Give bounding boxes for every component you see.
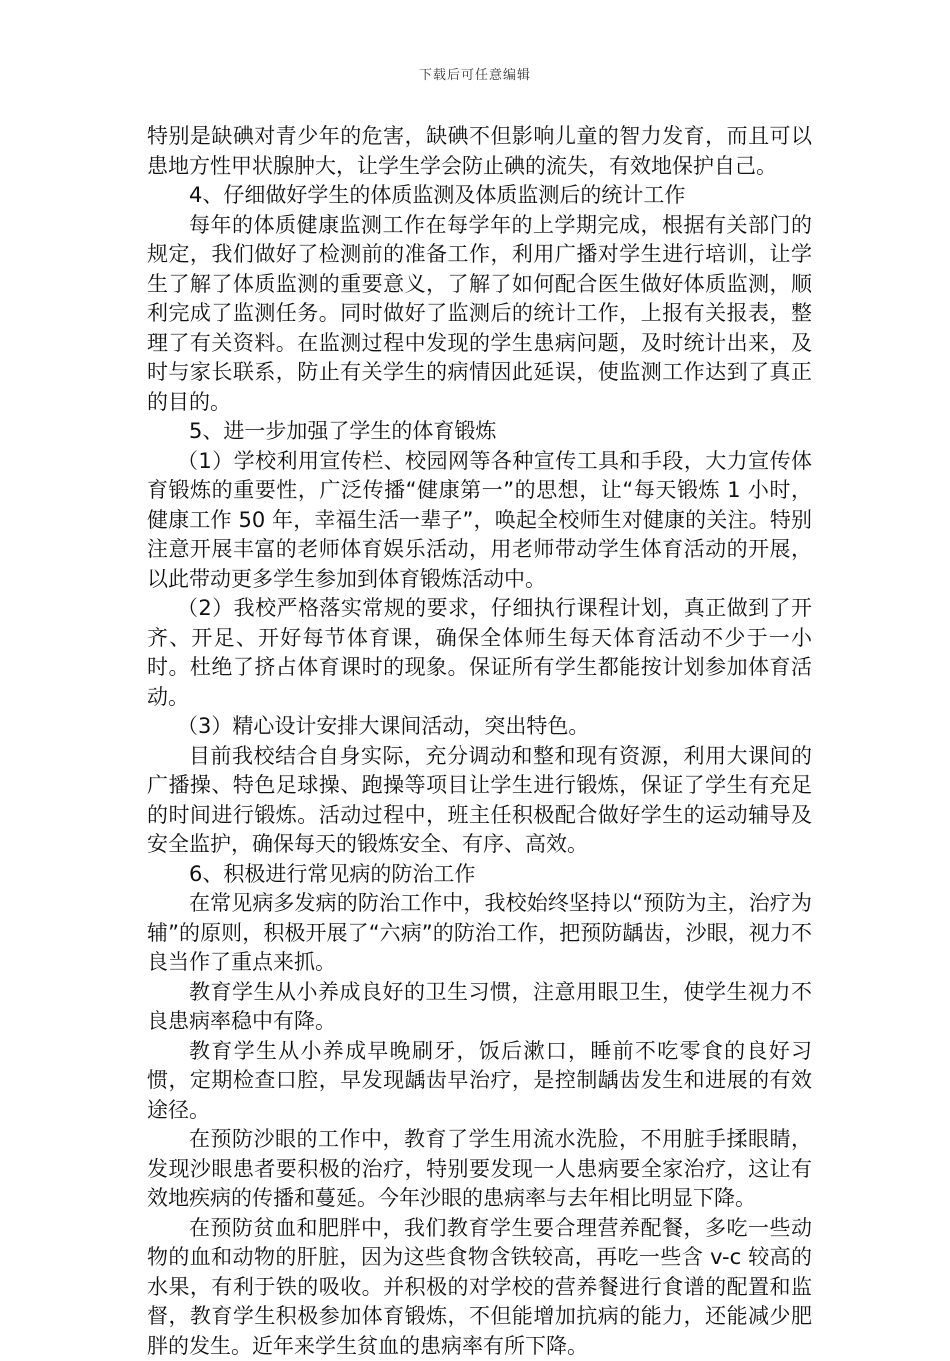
section-heading-5: 5、进一步加强了学生的体育锻炼	[147, 417, 812, 447]
paragraph-item-3: （3）精心设计安排大课间活动，突出特色。	[147, 712, 812, 742]
paragraph-item-2: （2）我校严格落实常规的要求，仔细执行课程计划，真正做到了开齐、开足、开好每节体育课，确保全体师生每天体育活动不少于一小时。杜绝了挤占体育课时的现象。保证所有学生都能按计划参加体育活动。	[147, 594, 812, 712]
paragraph-trachoma: 在预防沙眼的工作中，教育了学生用流水洗脸，不用脏手揉眼睛，发现沙眼患者要积极的治疗，特别要发现一人患病要全家治疗，这让有效地疾病的传播和蔓延。今年沙眼的患病率与去年相比明显下降。	[147, 1125, 812, 1214]
paragraph-physical-monitoring: 每年的体质健康监测工作在每学年的上学期完成，根据有关部门的规定，我们做好了检测前的准备工作，利用广播对学生进行培训，让学生了解了体质监测的重要意义，了解了如何配合医生做好体质监测，顺利完成了监测任务。同时做好了监测后的统计工作，上报有关报表，整理了有关资料。在监测过程中发现的学生患病问题，及时统计出来，及时与家长联系，防止有关学生的病情因此延误，使监测工作达到了真正的目的。	[147, 211, 812, 418]
paragraph-item-1: （1）学校利用宣传栏、校园网等各种宣传工具和手段，大力宣传体育锻炼的重要性，广泛传播“健康第一”的思想，让“每天锻炼 1 小时，健康工作 50 年，幸福生活一辈子”，唤起全校师生对健康的关注。特别注意开展丰富的老师体育娱乐活动，用老师带动学生体育活动的开展，以此带动更多学生参加到体育锻炼活动中。	[147, 447, 812, 595]
paragraph-anemia-obesity: 在预防贫血和肥胖中，我们教育学生要合理营养配餐，多吃一些动物的血和动物的肝脏，因为这些食物含铁较高，再吃一些含 v-c 较高的水果，有利于铁的吸收。并积极的对学校的营养餐进行食谱的配置和监督，教育学生积极参加体育锻炼，不但能增加抗病的能力，还能减少肥胖的发生。近年来学生贫血的患病率有所下降。	[147, 1214, 812, 1361]
paragraph-eye-hygiene: 教育学生从小养成良好的卫生习惯，注意用眼卫生，使学生视力不良患病率稳中有降。	[147, 978, 812, 1037]
document-body	[147, 122, 812, 1361]
paragraph-iodine-continued: 特别是缺碘对青少年的危害，缺碘不但影响儿童的智力发育，而且可以患地方性甲状腺肿大，让学生学会防止碘的流失，有效地保护自己。	[147, 122, 812, 181]
paragraph-common-diseases: 在常见病多发病的防治工作中，我校始终坚持以“预防为主，治疗为辅”的原则，积极开展了“六病”的防治工作，把预防龋齿，沙眼，视力不良当作了重点来抓。	[147, 889, 812, 978]
section-heading-4: 4、仔细做好学生的体质监测及体质监测后的统计工作	[147, 181, 812, 211]
section-heading-6: 6、积极进行常见病的防治工作	[147, 860, 812, 890]
page-header: 下载后可任意编辑	[0, 64, 950, 83]
paragraph-big-break-activities: 目前我校结合自身实际，充分调动和整和现有资源，利用大课间的广播操、特色足球操、跑操等项目让学生进行锻炼，保证了学生有充足的时间进行锻炼。活动过程中，班主任积极配合做好学生的运动辅导及安全监护，确保每天的锻炼安全、有序、高效。	[147, 742, 812, 860]
paragraph-dental-care: 教育学生从小养成早晚刷牙，饭后漱口，睡前不吃零食的良好习惯，定期检查口腔，早发现龋齿早治疗，是控制龋齿发生和进展的有效途径。	[147, 1037, 812, 1126]
